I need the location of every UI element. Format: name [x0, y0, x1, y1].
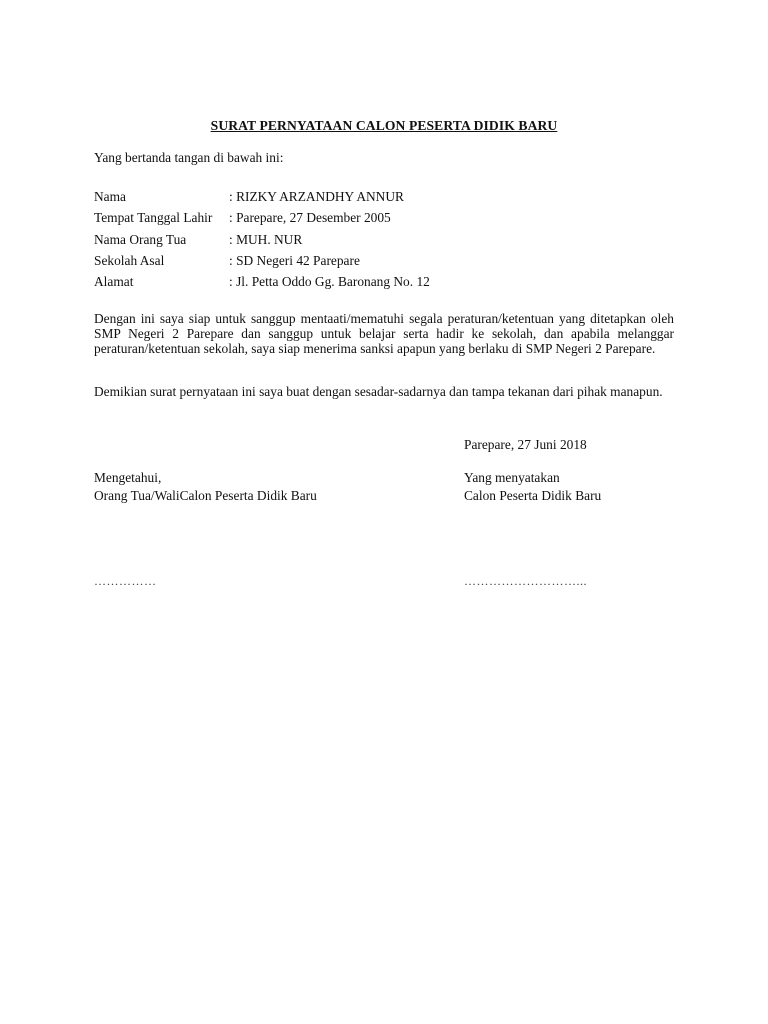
field-value: : Jl. Petta Oddo Gg. Baronang No. 12	[229, 274, 430, 289]
field-label: Tempat Tanggal Lahir	[94, 210, 213, 225]
field-label: Sekolah Asal	[94, 253, 165, 268]
left-sign-heading: Mengetahui,	[94, 470, 162, 485]
field-value: : MUH. NUR	[229, 232, 303, 247]
field-label: Nama Orang Tua	[94, 232, 187, 247]
field-row-alamat	[94, 274, 430, 290]
intro-text: Yang bertanda tangan di bawah ini:	[94, 150, 284, 165]
field-label: Alamat	[94, 274, 134, 289]
field-row-tempat-tanggal-lahir	[94, 210, 391, 226]
left-signature-line: ……………	[94, 574, 157, 588]
document-title: SURAT PERNYATAAN CALON PESERTA DIDIK BARU	[210, 118, 558, 133]
field-row-nama-orang-tua	[94, 232, 302, 248]
left-sign-role: Orang Tua/WaliCalon Peserta Didik Baru	[94, 488, 317, 503]
statement-paragraph: Dengan ini saya siap untuk sanggup mentaati/mematuhi segala peraturan/ketentuan yang ditetapkan oleh SMP Negeri 2 Parepare dan sanggup untuk belajar serta hadir ke sekolah, dan apabila melanggar peraturan/ketentuan sekolah, saya siap menerima sanksi apapun yang berlaku di SMP Negeri 2 Parepare.	[94, 311, 674, 356]
field-label: Nama	[94, 189, 126, 204]
right-sign-heading: Yang menyatakan	[464, 470, 560, 485]
closing-paragraph: Demikian surat pernyataan ini saya buat dengan sesadar-sadarnya dan tampa tekanan dari pihak manapun.	[94, 384, 663, 399]
right-sign-role: Calon Peserta Didik Baru	[464, 488, 602, 503]
field-value: : Parepare, 27 Desember 2005	[229, 210, 391, 225]
field-row-sekolah-asal	[94, 253, 360, 269]
field-row-nama	[94, 189, 404, 205]
place-date: Parepare, 27 Juni 2018	[464, 437, 587, 452]
right-signature-line: ………………………...	[464, 574, 587, 588]
field-value: : SD Negeri 42 Parepare	[229, 253, 360, 268]
field-value: : RIZKY ARZANDHY ANNUR	[229, 189, 404, 204]
